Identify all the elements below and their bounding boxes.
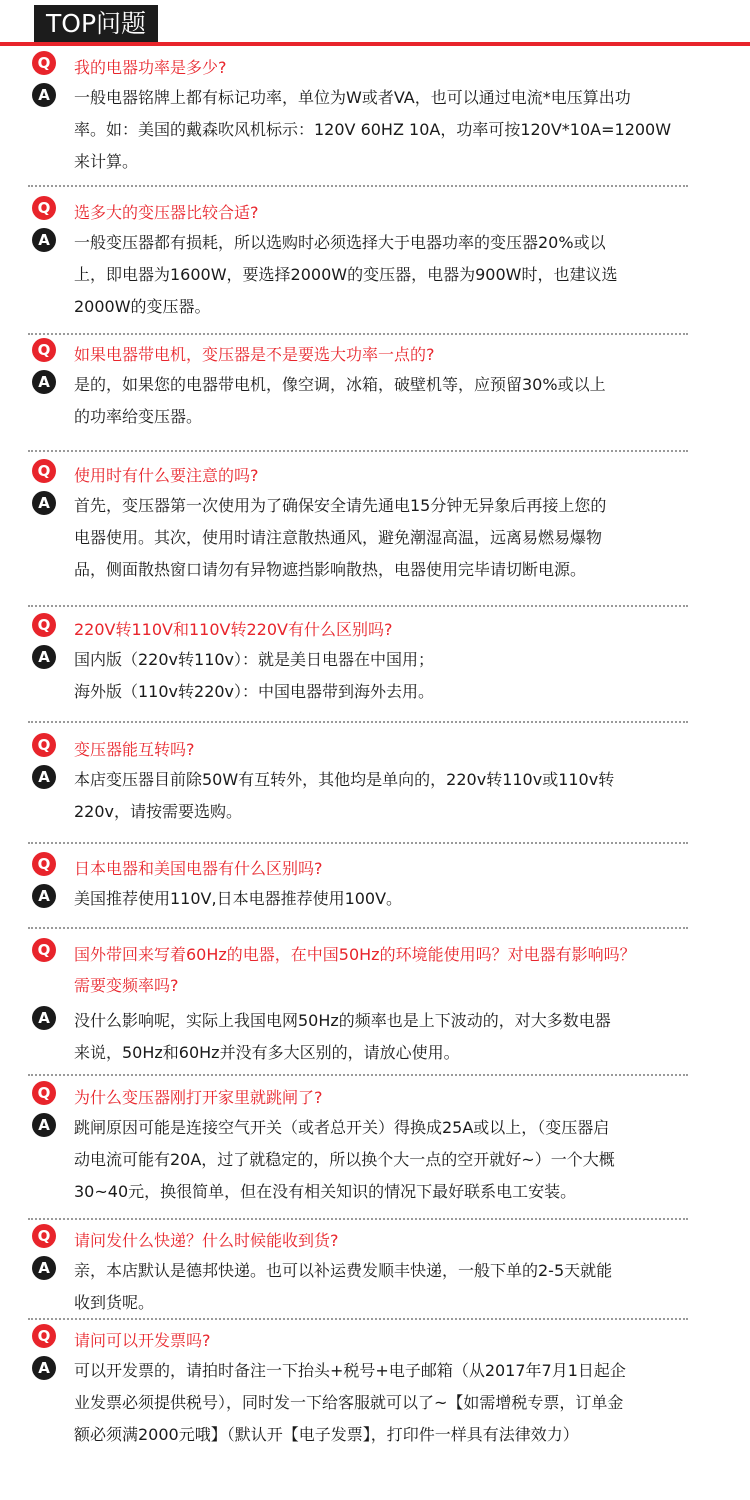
faq-question [28, 612, 688, 640]
header-divider [0, 42, 750, 46]
answer-line: 上，即电器为1600W，要选择2000W的变压器，电器为900W时，也建议选 [74, 265, 618, 284]
answer-line: 电器使用。其次，使用时请注意散热通风，避免潮湿高温，远离易燃易爆物 [74, 528, 603, 547]
dotted-divider [28, 927, 688, 929]
dotted-divider [28, 1074, 688, 1076]
question-badge-icon: Q [32, 938, 56, 962]
faq-answer [28, 1253, 688, 1321]
faq-question [28, 732, 688, 760]
answer-line: 来说，50Hz和60Hz并没有多大区别的，请放心使用。 [74, 1043, 460, 1062]
faq-item [28, 1328, 688, 1453]
faq-question [28, 1223, 688, 1251]
answer-line: 收到货呢。 [74, 1293, 155, 1312]
answer-line: 没什么影响呢，实际上我国电网50Hz的频率也是上下波动的，对大多数电器 [74, 1011, 611, 1030]
question-text: 如果电器带电机，变压器是不是要选大功率一点的? [74, 345, 435, 364]
dotted-divider [28, 333, 688, 335]
dotted-divider [28, 1318, 688, 1320]
answer-line: 一般电器铭牌上都有标记功率，单位为W或者VA，也可以通过电流*电压算出功 [74, 88, 631, 107]
faq-answer [28, 642, 688, 710]
question-text: 需要变频率吗? [74, 976, 179, 995]
faq-answer [28, 1003, 688, 1071]
answer-badge-icon: A [32, 83, 56, 107]
faq-question [28, 851, 688, 879]
question-text: 国外带回来写着60Hz的电器，在中国50Hz的环境能使用吗？对电器有影响吗？ [74, 945, 636, 964]
question-badge-icon: Q [32, 1081, 56, 1105]
answer-badge-icon: A [32, 1006, 56, 1030]
answer-line: 一般变压器都有损耗，所以选购时必须选择大于电器功率的变压器20%或以 [74, 233, 606, 252]
answer-line: 动电流可能有20A，过了就稳定的，所以换个大一点的空开就好~）一个大概 [74, 1150, 615, 1169]
faq-item [28, 942, 688, 1071]
faq-question [28, 937, 688, 1001]
question-badge-icon: Q [32, 733, 56, 757]
answer-line: 国内版（220v转110v）：就是美日电器在中国用； [74, 650, 435, 669]
faq-item [28, 1228, 688, 1321]
faq-question [28, 1323, 688, 1351]
answer-line: 30~40元，换很简单，但在没有相关知识的情况下最好联系电工安装。 [74, 1182, 577, 1201]
page-title: TOP问题 [34, 5, 158, 42]
answer-line: 额必须满2000元哦】（默认开【电子发票】，打印件一样具有法律效力） [74, 1425, 579, 1444]
question-text: 为什么变压器刚打开家里就跳闸了? [74, 1088, 323, 1107]
dotted-divider [28, 1218, 688, 1220]
question-badge-icon: Q [32, 196, 56, 220]
answer-line: 品，侧面散热窗口请勿有异物遮挡影响散热，电器使用完毕请切断电源。 [74, 560, 587, 579]
answer-line: 美国推荐使用110V,日本电器推荐使用100V。 [74, 889, 403, 908]
question-badge-icon: Q [32, 1224, 56, 1248]
answer-line: 的功率给变压器。 [74, 407, 203, 426]
answer-line: 首先，变压器第一次使用为了确保安全请先通电15分钟无异象后再接上您的 [74, 496, 607, 515]
answer-line: 业发票必须提供税号），同时发一下给客服就可以了~【如需增税专票，订单金 [74, 1393, 624, 1412]
answer-line: 亲，本店默认是德邦快递。也可以补运费发顺丰快递，一般下单的2-5天就能 [74, 1261, 613, 1280]
question-badge-icon: Q [32, 852, 56, 876]
question-badge-icon: Q [32, 613, 56, 637]
question-text: 请问可以开发票吗? [74, 1331, 211, 1350]
question-text: 变压器能互转吗? [74, 740, 195, 759]
faq-item [28, 737, 688, 830]
answer-badge-icon: A [32, 1356, 56, 1380]
question-badge-icon: Q [32, 51, 56, 75]
faq-answer [28, 1110, 688, 1210]
faq-item [28, 200, 688, 325]
question-text: 选多大的变压器比较合适? [74, 203, 259, 222]
dotted-divider [28, 605, 688, 607]
answer-badge-icon: A [32, 645, 56, 669]
page-header [0, 0, 750, 48]
answer-line: 本店变压器目前除50W有互转外，其他均是单向的，220v转110v或110v转 [74, 770, 615, 789]
faq-answer [28, 80, 688, 180]
faq-question [28, 1080, 688, 1108]
answer-badge-icon: A [32, 491, 56, 515]
answer-line: 220v，请按需要选购。 [74, 802, 243, 821]
dotted-divider [28, 842, 688, 844]
question-badge-icon: Q [32, 338, 56, 362]
dotted-divider [28, 721, 688, 723]
faq-answer [28, 225, 688, 325]
faq-item [28, 856, 688, 917]
answer-badge-icon: A [32, 370, 56, 394]
faq-answer [28, 367, 688, 435]
faq-item [28, 463, 688, 588]
answer-line: 可以开发票的，请拍时备注一下抬头+税号+电子邮箱（从2017年7月1日起企 [74, 1361, 626, 1380]
faq-question [28, 50, 688, 78]
faq-answer [28, 762, 688, 830]
question-text: 请问发什么快递？什么时候能收到货? [74, 1231, 339, 1250]
answer-badge-icon: A [32, 1256, 56, 1280]
answer-badge-icon: A [32, 1113, 56, 1137]
faq-item [28, 1085, 688, 1210]
faq-question [28, 458, 688, 486]
faq-item [28, 617, 688, 710]
faq-answer [28, 881, 688, 917]
answer-line: 来计算。 [74, 152, 139, 171]
faq-question [28, 337, 688, 365]
dotted-divider [28, 450, 688, 452]
answer-line: 跳闸原因可能是连接空气开关（或者总开关）得换成25A或以上，（变压器启 [74, 1118, 610, 1137]
question-badge-icon: Q [32, 1324, 56, 1348]
faq-item [28, 55, 688, 180]
faq-item [28, 342, 688, 435]
answer-line: 2000W的变压器。 [74, 297, 211, 316]
question-text: 日本电器和美国电器有什么区别吗? [74, 859, 323, 878]
answer-badge-icon: A [32, 765, 56, 789]
answer-badge-icon: A [32, 228, 56, 252]
question-text: 我的电器功率是多少? [74, 58, 227, 77]
question-text: 使用时有什么要注意的吗? [74, 466, 259, 485]
answer-line: 是的，如果您的电器带电机，像空调，冰箱，破壁机等，应预留30%或以上 [74, 375, 606, 394]
answer-badge-icon: A [32, 884, 56, 908]
question-badge-icon: Q [32, 459, 56, 483]
faq-answer [28, 488, 688, 588]
answer-line: 海外版（110v转220v）：中国电器带到海外去用。 [74, 682, 435, 701]
faq-question [28, 195, 688, 223]
dotted-divider [28, 185, 688, 187]
faq-answer [28, 1353, 688, 1453]
question-text: 220V转110V和110V转220V有什么区别吗? [74, 620, 393, 639]
answer-line: 率。如：美国的戴森吹风机标示：120V 60HZ 10A，功率可按120V*10A=1200W [74, 120, 672, 139]
